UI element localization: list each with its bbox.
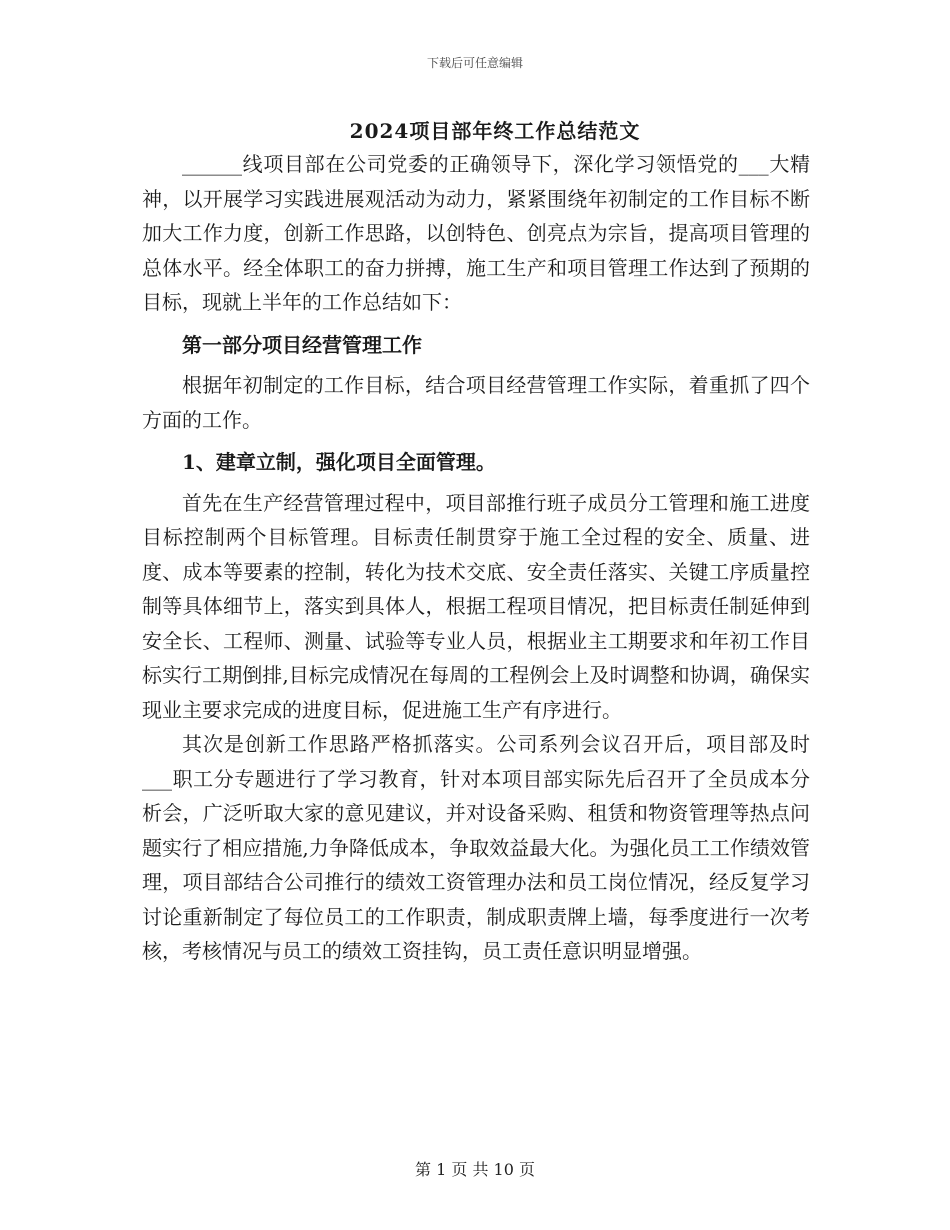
paragraph-second: 其次是创新工作思路严格抓落实。公司系列会议召开后，项目部及时___职工分专题进行了学习教育，针对本项目部实际先后召开了全员成本分析会，广泛听取大家的意见建议，并对设备采购、租赁和物资管理等热点问题实行了相应措施,力争降低成本，争取效益最大化。为强化员工工作绩效管理，项目部结合公司推行的绩效工资管理办法和员工岗位情况，经反复学习讨论重新制定了每位员工的工作职责，制成职责牌上墙，每季度进行一次考核，考核情况与员工的绩效工资挂钩，员工责任意识明显增强。 xyxy=(142,732,810,963)
download-edit-note: 下载后可任意编辑 xyxy=(426,56,523,70)
section-heading-part-one: 第一部分项目经营管理工作 xyxy=(182,332,422,357)
document-body xyxy=(142,147,810,969)
paragraph-first: 首先在生产经营管理过程中，项目部推行班子成员分工管理和施工进度目标控制两个目标管理。目标责任制贯穿于施工全过程的安全、质量、进度、成本等要素的控制，转化为技术交底、安全责任落实、关键工序质量控制等具体细节上，落实到具体人，根据工程项目情况，把目标责任制延伸到安全长、工程师、测量、试验等专业人员，根据业主工期要求和年初工作目标实行工期倒排,目标完成情况在每周的工程例会上及时调整和协调，确保实现业主要求完成的进度目标，促进施工生产有序进行。 xyxy=(142,490,810,722)
section-heading-1: 1、建章立制，强化项目全面管理。 xyxy=(182,450,496,474)
page-number-footer: 第 1 页 共 10 页 xyxy=(415,1160,535,1179)
paragraph-intro: ______线项目部在公司党委的正确领导下，深化学习领悟党的___大精神，以开展学习实践进展观活动为动力，紧紧围绕年初制定的工作目标不断加大工作力度，创新工作思路，以创特色、创亮点为宗旨，提高项目管理的总体水平。经全体职工的奋力拼搏，施工生产和项目管理工作达到了预期的目标，现就上半年的工作总结如下： xyxy=(142,152,810,314)
paragraph-goals: 根据年初制定的工作目标，结合项目经营管理工作实际，着重抓了四个方面的工作。 xyxy=(142,373,810,432)
document-title: 2024项目部年终工作总结范文 xyxy=(349,119,641,143)
